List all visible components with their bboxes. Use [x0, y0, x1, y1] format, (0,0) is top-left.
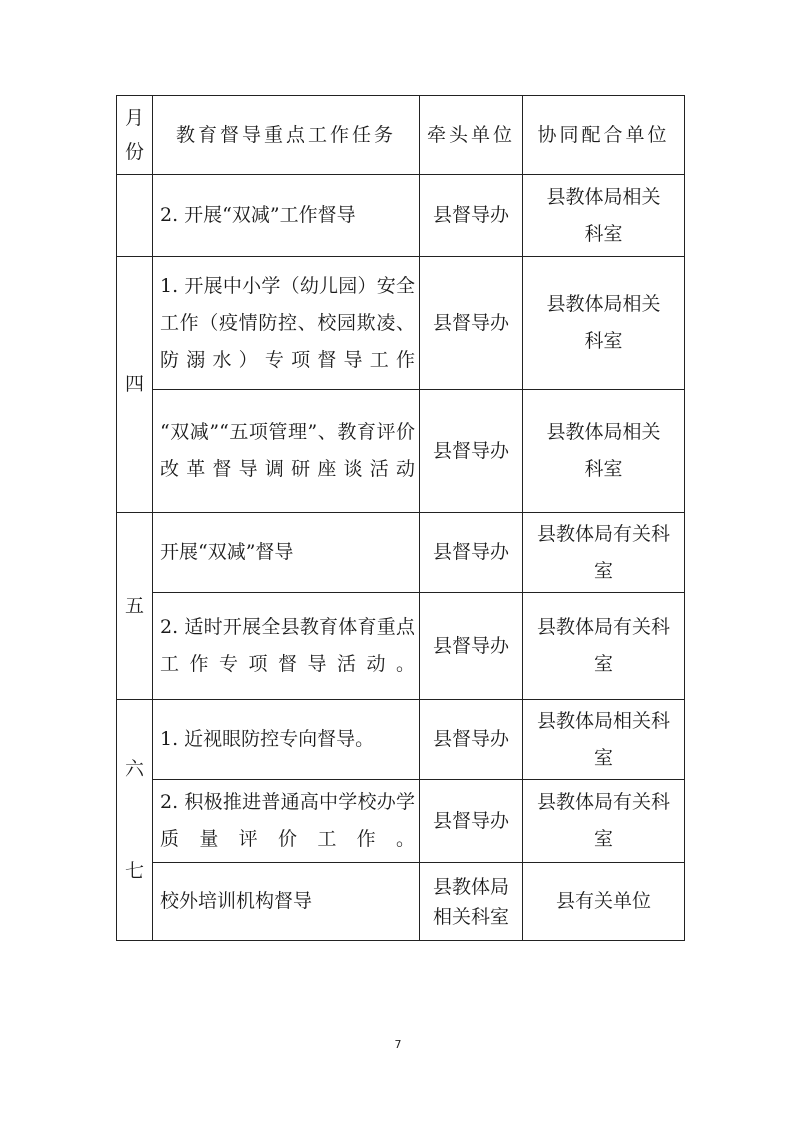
header-lead-unit: 牵头单位 [420, 96, 523, 175]
table-row [117, 175, 685, 257]
coop-cell: 县教体局有关科 室 [523, 593, 685, 700]
table-row [117, 390, 685, 513]
task-cell: 2. 适时开展全县教育体育重点工作专项督导活动。 [153, 593, 420, 700]
lead-cell: 县督导办 [420, 175, 523, 257]
month-cell-5: 五 [117, 513, 153, 700]
lead-cell: 县督导办 [420, 257, 523, 390]
task-cell: 校外培训机构督导 [153, 863, 420, 941]
lead-cell: 县督导办 [420, 513, 523, 593]
table-row [117, 257, 685, 390]
task-cell: 2. 开展“双减”工作督导 [153, 175, 420, 257]
coop-cell: 县有关单位 [523, 863, 685, 941]
coop-cell: 县教体局相关 科室 [523, 257, 685, 390]
coop-cell: 县教体局相关 科室 [523, 390, 685, 513]
task-cell: “双减”“五项管理”、教育评价改革督导调研座谈活动 [153, 390, 420, 513]
table-row [117, 863, 685, 941]
coop-cell: 县教体局有关科 室 [523, 513, 685, 593]
coop-cell: 县教体局相关科 室 [523, 700, 685, 780]
task-cell: 1. 开展中小学（幼儿园）安全工作（疫情防控、校园欺凌、防溺水）专项督导工作 [153, 257, 420, 390]
lead-cell: 县督导办 [420, 593, 523, 700]
table-row [117, 593, 685, 700]
lead-cell: 县督导办 [420, 780, 523, 863]
lead-cell: 县教体局 相关科室 [420, 863, 523, 941]
table-header-row [117, 96, 685, 175]
lead-cell: 县督导办 [420, 700, 523, 780]
table-row [117, 700, 685, 780]
coop-cell: 县教体局有关科 室 [523, 780, 685, 863]
header-task: 教育督导重点工作任务 [153, 96, 420, 175]
header-month: 月 份 [117, 96, 153, 175]
table-row [117, 513, 685, 593]
task-cell: 1. 近视眼防控专向督导。 [153, 700, 420, 780]
page-number: 7 [394, 1038, 402, 1051]
month-cell-6-7: 六 七 [117, 700, 153, 941]
lead-cell: 县督导办 [420, 390, 523, 513]
supervision-task-table [116, 95, 685, 941]
month-cell-empty [117, 175, 153, 257]
header-coop-unit: 协同配合单位 [523, 96, 685, 175]
task-cell: 2. 积极推进普通高中学校办学质量评价工作。 [153, 780, 420, 863]
task-cell: 开展“双减”督导 [153, 513, 420, 593]
month-cell-4: 四 [117, 257, 153, 513]
coop-cell: 县教体局相关 科室 [523, 175, 685, 257]
table-row [117, 780, 685, 863]
